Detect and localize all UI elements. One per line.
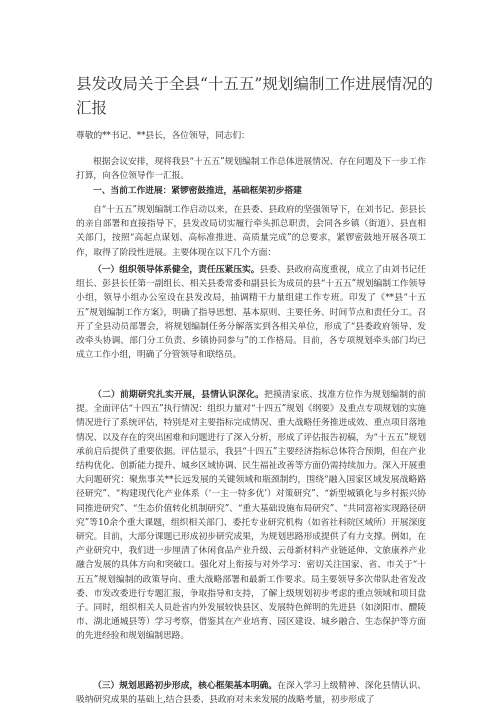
section1-paragraph: 自“十五五”规划编制工作启动以来，在县委、县政府的坚强领导下，在刘书记、彭县长的亲自部署和直接指导下，县发改局切实履行牵头抓总职责，会同各乡镇（街道）、县直相关部门，按照“高起点谋划、高标准推进、高质量完成”的总要求，紧锣密鼓地开展各项工作，取得了阶段性进展。主要体现在以下几个方面： [76, 205, 426, 258]
document-title: 县发改局关于全县“十五五”规划编制工作进展情况的汇报 [76, 75, 433, 117]
item1-paragraph [76, 263, 426, 362]
item3-body: 在深入学习上级精神、深化县情认识、吸纳研究成果的基础上,结合县委、县政府对未来发展的战略考量，初步形成了 [76, 681, 426, 706]
salutation: 尊敬的**书记、**县长，各位领导，同志们： [76, 131, 250, 141]
item1-body: 县委、县政府高度重视，成立了由刘书记任组长、彭县长任第一副组长、相关县委常委和副县长为成员的县“十五五”规划编制工作领导小组，领导小组办公室设在县发改局，抽调精干力量组建工作专班。印发了《**县“十五五”规划编制工作方案》，明确了指导思想、基本原则、主要任务、时间节点和责任分工。召开了全县动员部署会，将规划编制任务分解落实到各相关单位，形成了“县委政府领导、发改牵头协调、部门分工负责、乡镇协同参与”的工作格局。目前，各专项规划牵头部门均已成立工作小组，明确了分管领导和联络员。 [76, 265, 426, 361]
item2-body: 把摸清家底、找准方位作为规划编制的前提。全面评估“十四五”执行情况：组织力量对“十四五”规划《纲要》及重点专项规划的实施情况进行了系统评估，特别是对主要指标完成情况、重大战略任务推进成效、重点项目落地情况、以及存在的突出困难和问题进行了深入分析，形成了评估报告初稿，为“十五五”规划承前启后提供了重要依据。评估显示，我县“十四五”主要经济指标总体符合预期，但在产业结构优化、创新能力提升、城乡区域协调、民生福祉改善等方面仍需持续加力。深入开展重大问题研究：聚焦事关**长远发展的关键领域和瓶颈制约，围绕“融入国家区域发展战略路径研究”、“构建现代化产业体系（‘一主一特多优’）对策研究”、“新型城镇化与乡村振兴协同推进研究”、“生态价值转化机制研究”、“重大基础设施布局研究”、“共同富裕实现路径研究”等10余个重大课题，组织相关部门、委托专业研究机构（如省社科院区域所）开展深度研究。目前，大部分课题已形成初步研究成果，为规划思路形成提供了有力支撑。例如，在产业研究中，我们进一步厘清了休闲食品产业升级、云母新材料产业链延伸、文旅康养产业融合发展的具体方向和突破口。强化对上衔接与对外学习：密切关注国家、省、市关于“十五五”规划编制的政策导向、重大战略部署和最新工作要求。局主要领导多次带队赴省发改委、市发改委进行专题汇报，争取指导和支持，了解上级规划初步考虑的重点领域和项目盘子。同时，组织相关人员赴省内外发展较快县区、发展特色鲜明的先进县（如浏阳市、醴陵市、湖北通城县等）学习考察，借鉴其在产业培育、园区建设、城乡融合、生态保护等方面的先进经验和规划编制思路。 [76, 390, 426, 642]
section-heading-1: 一、当前工作进展：紧锣密鼓推进，基础框架初步搭建 [93, 186, 302, 196]
item2-paragraph [76, 388, 426, 644]
item3-lead: （三）规划思路初步形成，核心框架基本明确。 [93, 681, 278, 691]
item2-lead: （二）前期研究扎实开展，县情认识深化。 [93, 390, 265, 400]
item3-paragraph [76, 679, 426, 707]
item1-lead: （一）组织领导体系健全，责任压紧压实。 [93, 265, 260, 275]
intro-paragraph: 根据会议安排，现将我县“十五五”规划编制工作总体进展情况、存在问题及下一步工作打算，向各位领导作一汇报。 [76, 157, 426, 182]
